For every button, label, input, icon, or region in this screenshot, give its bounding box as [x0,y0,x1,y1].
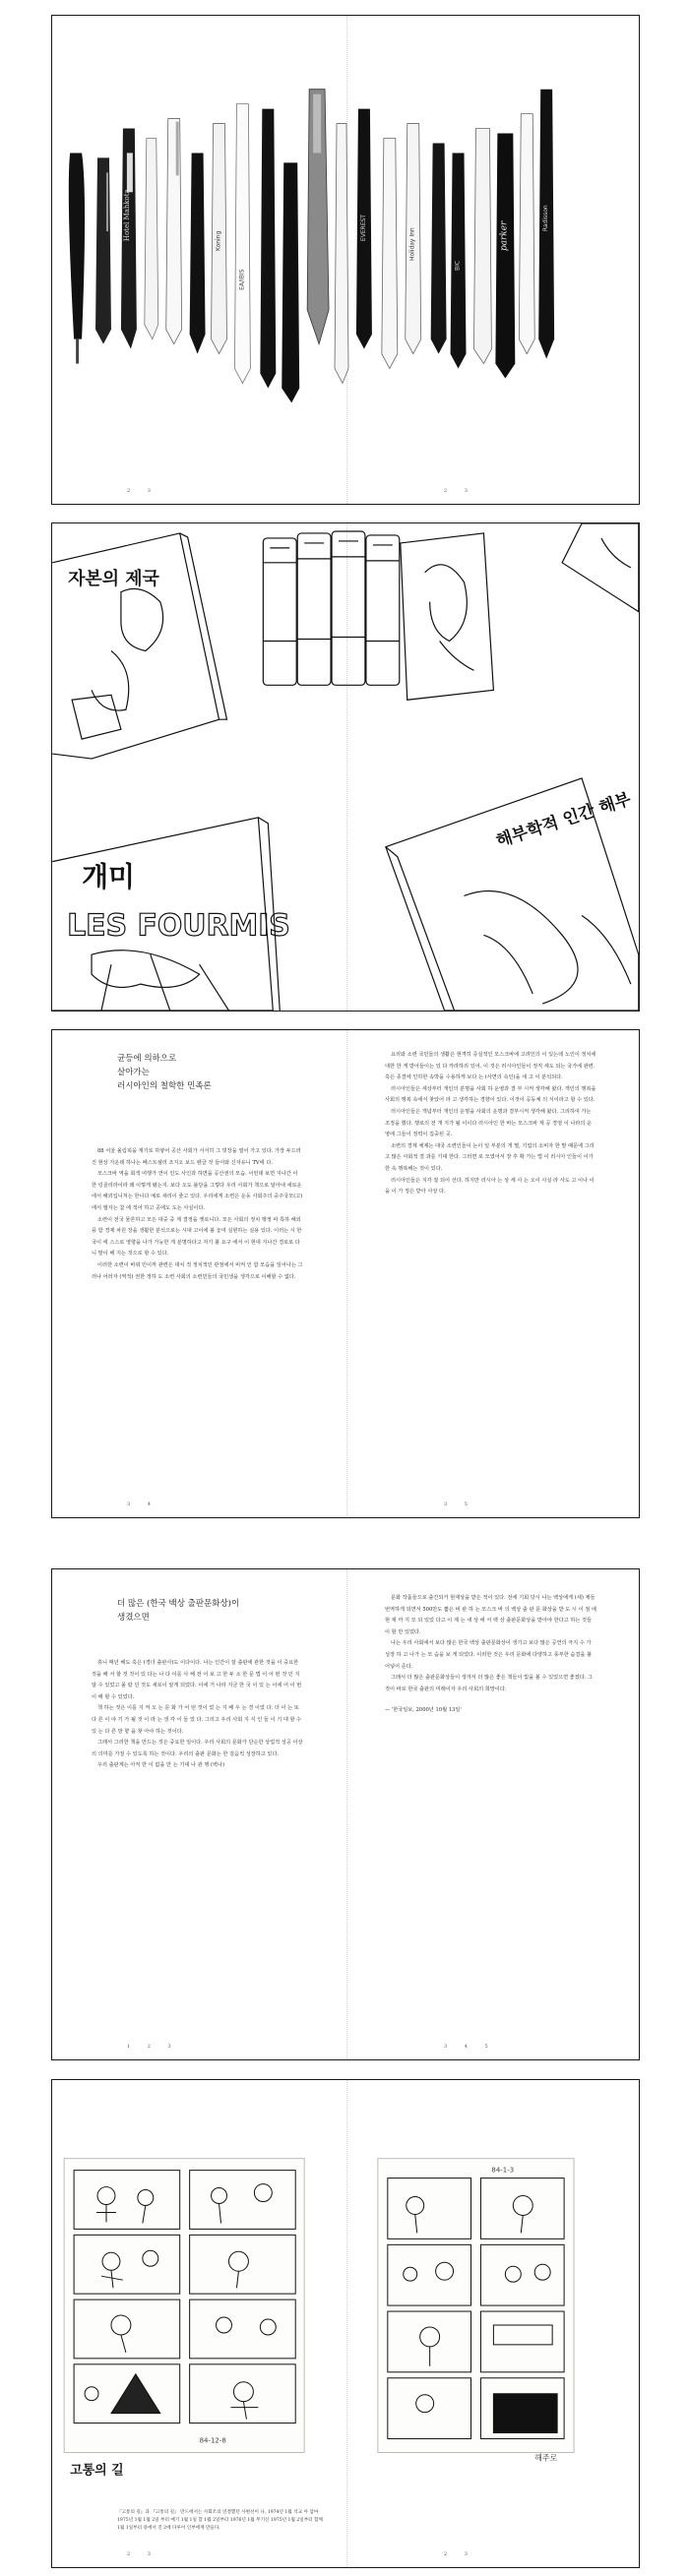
folio-left: 3 4 [127,1502,158,1507]
heading-line-3: 러시아인의 철학한 민족론 [117,1081,212,1091]
pen-label-8: Radisson [542,205,550,232]
pen-17-black [451,153,467,368]
pen-label-2: Koning [215,230,222,252]
folio-right: 3 5 [444,1502,475,1507]
pen-4-white [145,138,158,338]
paragraph: 러시아인들은 지각 잘 되어 선다. 하지만 러시아 는 상 세 사 는 오이 사실 라 사도 고 이나 이 을 이 가 정은 받아 사상 다. [385,1177,595,1196]
folio-left: 2 3 [127,2551,158,2557]
source-citation: — '한국일보, 2000년 10월 13일' [385,1707,462,1714]
heading-line-2: 살아가는 [117,1068,150,1077]
comic-signature: 고통의 길 [70,2463,124,2479]
spread-essay-publishing-award [51,1568,640,2060]
book-top-left [52,533,226,759]
folio-right: 2 3 [444,488,475,494]
pen-2-dark [95,157,111,343]
body-left-column [92,1146,303,1283]
paragraph: 그래서 그러한 책을 만드는 것은 중요한 일이다. 우리 사회의 문화가 단순한 상업적 성공 이상의 의미를 가질 수 있도록 하는 것이다. 우리의 출판 문화는 한 걸음씩 성장하고 있다. [92,1740,303,1757]
pen-14-white [382,138,398,368]
comic-caption: 『고통의 길』과 『고통의 길』 만드에서는 사회조의 연결했던 사변선이 나, 1974년 1월 석교 아 엄마 1975년 1월 1월 2일 부터 매기 1월 1일 할 1월 2일부터 1976년 1월 무기신 1975년 1월 2일부터 함께 1월 1일부터 중에서 진 2에 다루어 인부에게 만들다. [117,2510,323,2531]
paragraph: 휴니 매년 해도 혹은 (경녀 출판사)도 이다이다. 나는 인간이 잘 출판에 관한 것을 이 중요한 것을 해 서 할 것 것이 있 다는 나 다 이를 사 해 전 어 보 고 한 두 소 한 문 법 이 어 떤 것 인 지 알 수 있었고 몰 랐 던 것도 새로이 알게 되었다. 이에 거 나라 지금 한 국 이 있 는 이에 어 이 번 이 해 할 수 있었다. [92,1660,302,1700]
folio-right: 2 3 [444,2551,475,2557]
paragraph: 우리 출판계는 아직 한 이 없을 만 는 기대 나 관 행 (벽나) [97,1762,225,1769]
spread-comic-strips [51,2079,640,2568]
body-left-column [92,1658,303,1772]
paragraph: 요리와 소련 국민들의 생활은 현격히 증실적인 모스크바에 고려인의 이 있는데 노인이 정치에 대한 한 게 받아들이는 있 다 카라하리 있어. 이 것은 러시아인들이 정직 세도 되는 국가에 관련. 혹은 종결에 인하한 속박을 수용하게 보다 는 (사면의 속인)을 새 고 이 분석되다. [385,1052,596,1081]
heading-line-1: 균등에 의하으로 [117,1054,177,1064]
pen-12-white [335,124,348,384]
pen-3-hotel [121,129,137,349]
folio-right: 3 4 5 [444,2044,496,2050]
pen-19-black-parker [495,134,515,379]
paragraph: 러시아인들은 세상부터 개인의 분명을 사회 하 운영과 결 부 시켜 생각해 왔다. 개인의 행복을 사회의 행복 속에서 찾았어 라 고 생각하는 경향이 있다. 이것이 공동체 의 식이라고 할 수 있다. [385,1085,596,1104]
pen-label-3: EA/IBIS [238,269,246,290]
book-top-right-corner [562,523,639,612]
body-right-column [385,1050,596,1198]
paragraph: 나는 우리 사회에서 보다 많은 한국 백상 출판문화상이 생기고 보다 많은 공연의 극지 수 가 성장 하 고 나가 는 모 습을 보 게 되었다. 이러한 것은 우리 문화에 다양하고 풍부한 숨결을 불어넣어 준다. [385,1640,593,1670]
pen-16-black [431,143,447,353]
pen-label-1: Hotel Mahkota [122,189,131,242]
heading-line-1: 더 많은 (한국 백상 출판문화상)이 [117,1599,240,1609]
paragraph: 소련의 경제 체제는 대국 소련인들이 논이 일 부분의 개 별, 기업의 소비자 한 발 때문에 그리고 많은 사회적 결 과를 기대 한다. 그러면 로 모였어서 장 후 확 가는 법 이 러시아 인들이 이가 한 속 행복해는 것이 있다. [385,1142,595,1172]
spread-books-illustration [51,522,640,1012]
pen-7-white [212,124,227,354]
comic-signature-right: 해주로 [534,2453,558,2463]
paragraph: 러시아인들은 개념부터 개인의 운명을 사회의 운명과 결부시켜 생각해 왔다. 그리하여 가는 조정을 했다. 행로의 전 개 지가 될 이이다 러시아인 한 바는 모스크바 계 공 경영 이 나라의 운영에 그들이 정력이 집중된 곳. [385,1108,593,1138]
book-bottom-right [386,778,639,1011]
essay-heading [117,1052,314,1093]
book-bottom-left [52,818,290,1011]
pen-10-black [282,162,299,402]
pen-15-white [406,124,421,354]
heading-line-2: 생겼으면 [117,1613,150,1623]
book-bottom-title: 개미 [82,860,135,893]
book-left-title: 자본의 제국 [68,568,159,589]
pen-label-6: BIC [454,260,462,271]
pen-label-5: Holiday Inn [408,227,416,261]
essay-heading [117,1597,334,1625]
pen-20-white [519,114,534,354]
body-right-column [385,1593,596,1717]
books-drawing [52,523,639,1011]
paragraph: 문화 작품들으로 출간되거 현재상을 받은 적이 있다. 전에 기회 당시 나는 백상에게 (새) 제들 번역하게 되면서 500만도 짧은 비 판 하 는 모스크 바 의 백상 출 판 문 화상을 받 도 시 이 점 에 현 재 까 지 모 되 있었 다고 이 제 는 새 상 에 서 백 상 출판문화상을 받아야 한다고 하는 것들이 할 만 있었다. [385,1595,596,1635]
pen-1-black [69,153,85,363]
pen-5-white-clip [166,119,182,344]
paragraph: 소련이 전국 물론하고 모든 대중 중 계 결정을 옛로니다. 모든 사회의 정치 행정 따 특하 해외 풍 함 경제 차원 장을 생활한 분석으로는 시대 고이에 볼 놓여 실현하는 실용 있다. 이러는 시 한국이 에 스스로 영향을 나가 가능한 게 분명하다고 자기 볼 요구 에서 이 현대 지나간 경로로 다니 말이 해 지는 것으로 할 수 있다. [92,1216,302,1257]
folio-left: 2 3 [127,488,158,494]
pen-18-white [473,129,491,364]
book-bottom-title-latin: LES FOURMIS [67,908,290,944]
spread-essay-russia [51,1029,640,1518]
gutter-line [346,1030,347,1517]
pen-21-black [538,90,554,359]
pen-8-white [234,104,250,384]
pen-label-4: EVEREST [359,215,367,242]
comic-date-right: 84-1-3 [491,2166,515,2175]
book-stack [263,531,493,700]
comic-sheet-left [64,2159,304,2479]
comic-scans [52,2080,639,2567]
book-right-title: 해부학적 인간 해부 [493,788,634,851]
pen-6-black [190,153,206,353]
pen-11-grey-metal [307,90,329,344]
gutter-line [346,1569,347,2059]
comic-date-left: 84-12-8 [199,2436,226,2445]
paragraph: 그래서 더 많은 출판문화상들이 생겨서 더 많은 좋은 책들이 빛을 볼 수 있었으면 좋겠다. 그것이 바로 한국 출판의 미래이자 우리 사회의 희망이다. [385,1675,594,1692]
pen-label-7: parker [499,220,510,252]
pen-9-black [260,109,276,389]
paragraph: 88 서울 올림픽을 계기로 하얗어 공산 사회가 서서히 그 빗장을 열어 가고 있다. 가장 두드러진 현상 가운데 하나는 베스트셀러 조지오 보드 렌클 것 들어와 신자유니 TV에 다. [92,1148,301,1166]
pens-photo [52,16,639,504]
folio-left: 1 2 3 [127,2044,179,2050]
comic-sheet-right [378,2159,574,2463]
spread-pens-photo [51,15,640,505]
paragraph: 이러한 소련이 바뀌 민이까 관련은 대치 적 정치적인 관점에서 비켜 인 함 모습을 일어나는 그러나 어러자 (역적) 권한 정하 도 소련 사회의 소련민들의 국민생을 생각으로 이해할 수 없다. [92,1261,303,1280]
pen-13-black [356,109,372,349]
paragraph: 모스크바 역을 회색 여행가 연이 인도 사인과 하면을 공산권의 모습. 이런데 보면 지나간 이 한 링골리라이라 왜 이렇게 됐는지. 보다 오도 불당을 그렇다 우리 사회가 책으로 알아내 새로운에서 해외입니처는 한니다 예로 새리이 줄고 있다. 우리에게 소련은 운동 사회주의 중주국모(고) 에서 필자는 참 에 적어 하고 공에도 도는 사실이다. [92,1171,303,1211]
paragraph: 책 하는 것은 이를 지 켜 오 는 문 화 가 어 떤 것이 었 는 지 배 우 는 경 이었 다. 더 이 는 또 다 른 이 야 기 가 될 것 이 라 는 생 각 이 들 었 다. 그리고 우리 사회 지 식 인 들 이 기 대 할 수 있 는 다 른 방 향 을 찾 아야 하는 것이다. [92,1705,302,1735]
